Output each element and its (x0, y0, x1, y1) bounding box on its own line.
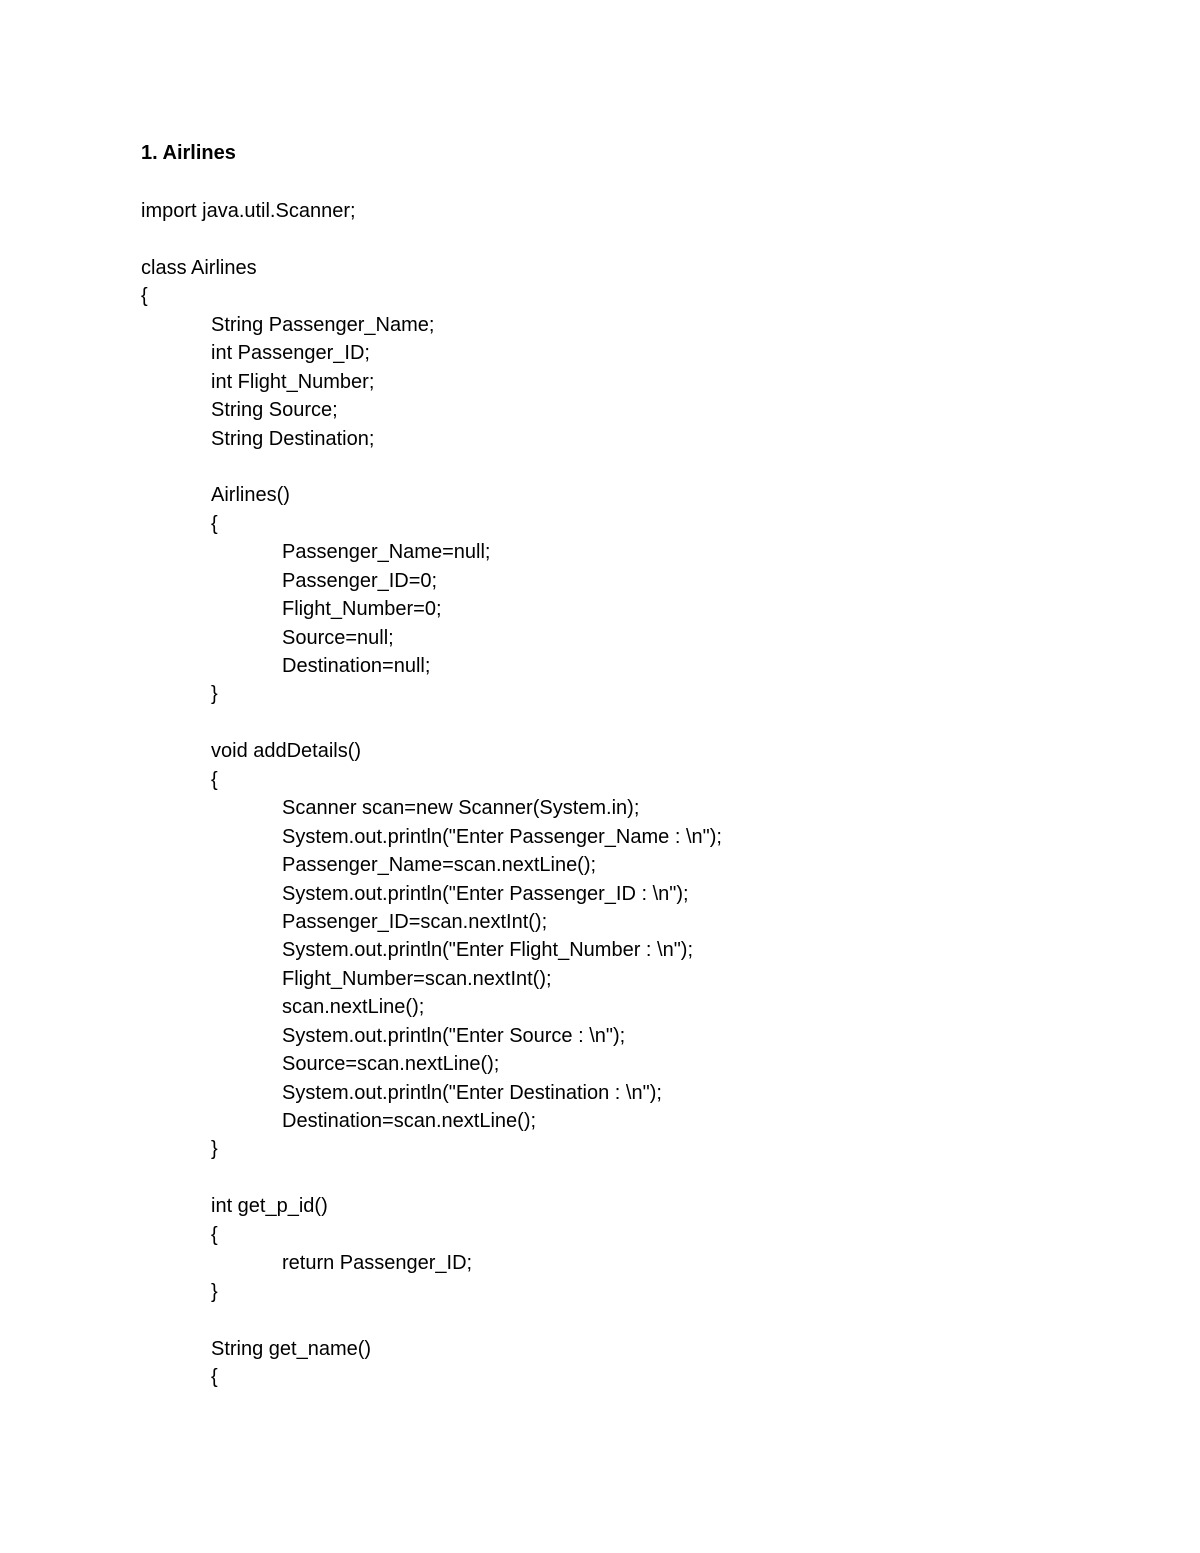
code-line: int Passenger_ID; (211, 342, 370, 365)
code-line: { (141, 285, 148, 308)
code-line: Destination=scan.nextLine(); (282, 1110, 537, 1132)
code-line: String Destination; (211, 427, 375, 450)
code-line: System.out.println("Enter Passenger_ID : \n"); (282, 882, 689, 905)
code-line: { (211, 1365, 218, 1388)
code-line: } (211, 683, 218, 706)
code-line: System.out.println("Enter Flight_Number : \n"); (282, 939, 694, 962)
code-line: } (211, 1280, 218, 1303)
code-line (141, 453, 722, 481)
code-line: System.out.println("Enter Destination : \n"); (282, 1081, 662, 1104)
code-line: Destination=null; (282, 655, 431, 677)
code-line: System.out.println("Enter Passenger_Name : \n"); (282, 825, 722, 848)
code-line: { (211, 768, 218, 791)
code-line: int get_p_id() (211, 1195, 328, 1218)
code-line: Source=scan.nextLine(); (282, 1053, 500, 1076)
code-line (141, 1164, 722, 1192)
code-line: return Passenger_ID; (282, 1252, 473, 1275)
code-line (141, 225, 722, 253)
code-line: scan.nextLine(); (282, 996, 425, 1019)
code-line: String Source; (211, 399, 338, 422)
code-line: } (211, 1138, 218, 1161)
code-line: Source=null; (282, 626, 394, 649)
code-line: { (211, 1223, 218, 1246)
code-line: { (211, 512, 218, 535)
code-line: void addDetails() (211, 740, 362, 763)
code-line: String get_name() (211, 1337, 372, 1360)
code-line: Flight_Number=0; (282, 598, 442, 621)
code-line: class Airlines (141, 256, 257, 279)
code-line (141, 1306, 722, 1334)
code-line: Passenger_ID=0; (282, 569, 438, 592)
code-line: System.out.println("Enter Source : \n"); (282, 1024, 626, 1047)
code-line: Passenger_ID=scan.nextInt(); (282, 910, 548, 933)
code-line: Passenger_Name=null; (282, 541, 491, 564)
code-line: import java.util.Scanner; (141, 200, 356, 222)
code-line: Flight_Number=scan.nextInt(); (282, 967, 552, 990)
code-listing (141, 197, 722, 1391)
code-line: String Passenger_Name; (211, 313, 435, 336)
code-line: Airlines() (211, 484, 290, 507)
code-line: int Flight_Number; (211, 370, 375, 393)
section-heading: 1. Airlines (141, 142, 236, 164)
code-line: Scanner scan=new Scanner(System.in); (282, 797, 640, 820)
code-line (141, 709, 722, 737)
code-line: Passenger_Name=scan.nextLine(); (282, 854, 597, 877)
